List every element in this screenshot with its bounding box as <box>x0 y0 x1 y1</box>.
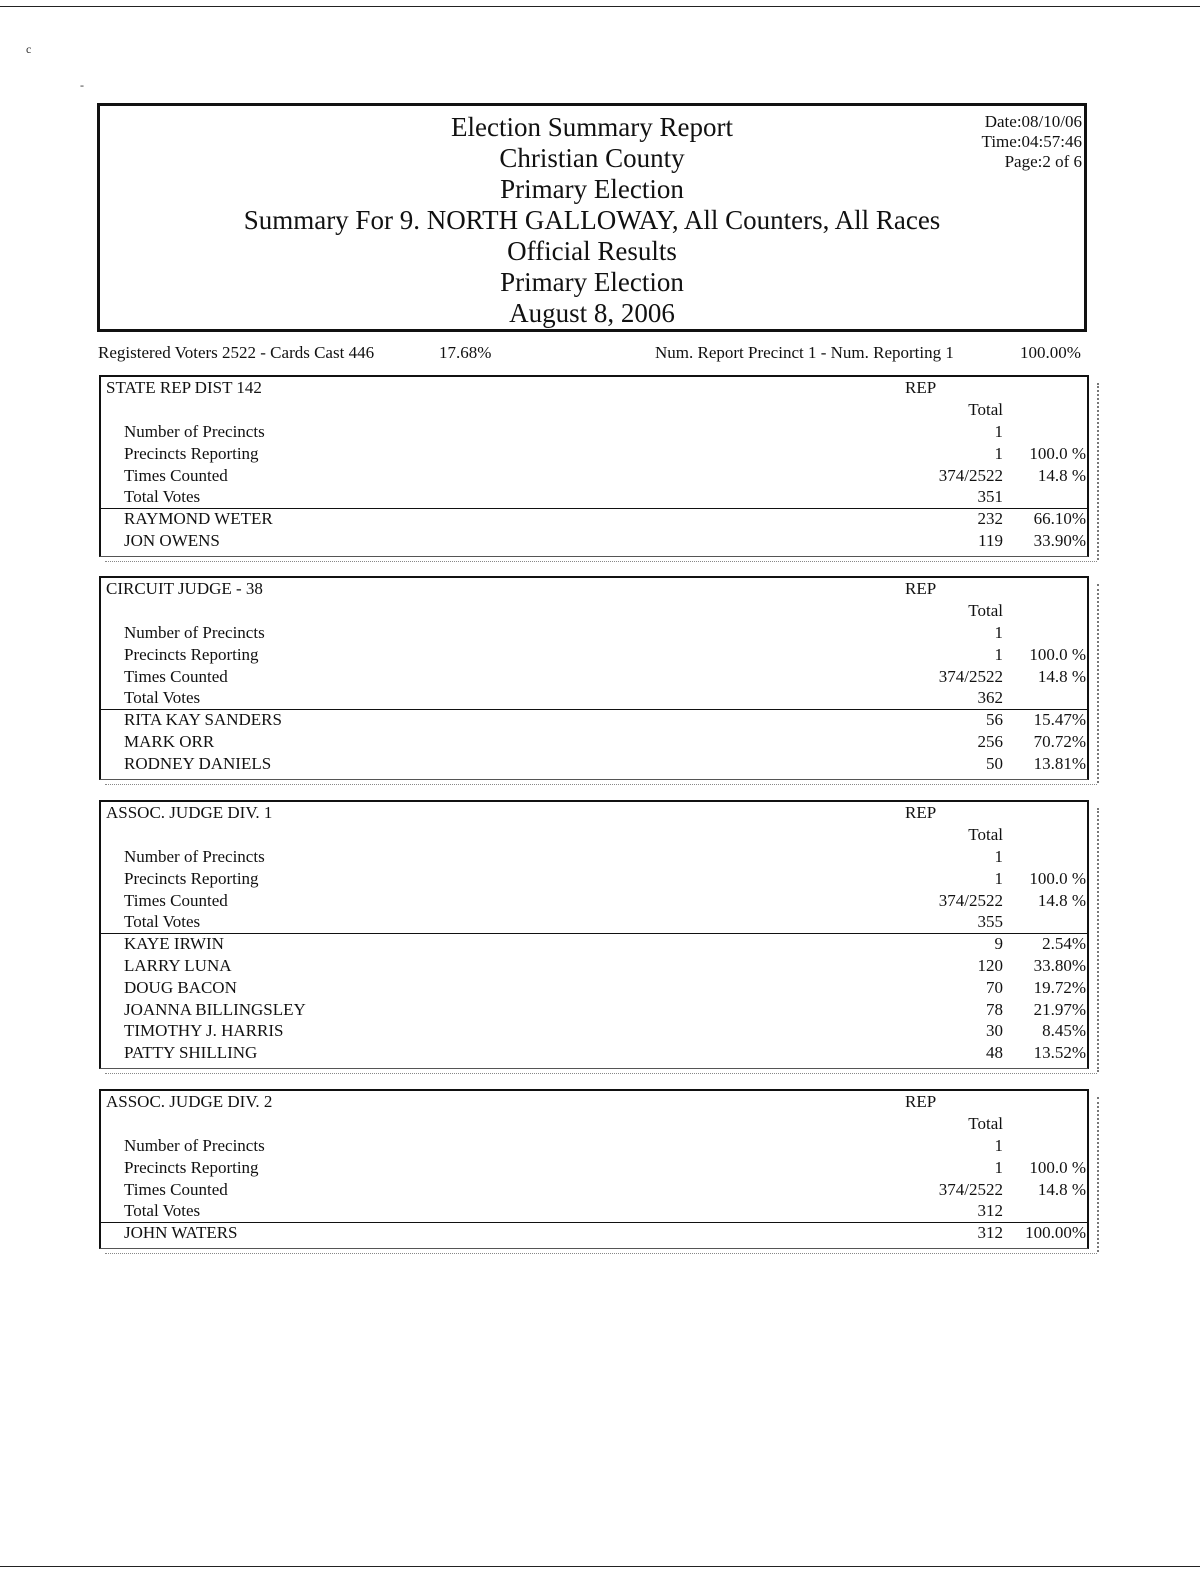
stat-value: 374/2522 <box>938 891 1003 910</box>
report-date: Date:08/10/06 <box>984 112 1082 131</box>
candidate-votes: 30 <box>986 1021 1003 1040</box>
stat-row <box>101 1135 1087 1157</box>
header-line: August 8, 2006 <box>509 298 675 328</box>
header-line: Christian County <box>499 143 685 173</box>
scan-edge-right <box>1097 1097 1099 1252</box>
stat-row <box>101 868 1087 890</box>
stat-percent: 14.8 % <box>1037 667 1086 686</box>
candidate-row <box>101 1042 1087 1064</box>
stat-percent: 100.0 % <box>1029 869 1086 888</box>
total-column-header: Total <box>968 1114 1003 1133</box>
stat-percent: 100.0 % <box>1029 444 1086 463</box>
candidate-percent: 70.72% <box>1033 732 1086 751</box>
total-column-header: Total <box>968 825 1003 844</box>
stat-row <box>101 846 1087 868</box>
stat-value: 1 <box>994 1158 1003 1177</box>
stat-value: 1 <box>994 869 1003 888</box>
stat-value: 1 <box>994 645 1003 664</box>
race-section <box>99 576 1089 780</box>
header-line: Summary For 9. NORTH GALLOWAY, All Counters, All Races <box>243 205 941 235</box>
candidate-name: KAYE IRWIN <box>124 934 224 953</box>
candidate-name: JON OWENS <box>124 531 220 550</box>
race-section <box>99 375 1089 557</box>
header-meta <box>982 112 1082 172</box>
candidate-name: LARRY LUNA <box>124 956 232 975</box>
candidate-name: JOANNA BILLINGSLEY <box>124 1000 306 1019</box>
bottom-scan-edge <box>0 1566 1200 1567</box>
stat-label: Times Counted <box>124 466 228 485</box>
stat-label: Number of Precincts <box>124 1136 265 1155</box>
scan-edge-right <box>1097 808 1099 1072</box>
stat-row <box>101 622 1087 644</box>
turnout-summary <box>98 343 1092 367</box>
precincts-reporting: Num. Report Precinct 1 - Num. Reporting 1 <box>655 343 954 362</box>
candidate-row <box>101 933 1087 955</box>
stat-percent: 14.8 % <box>1037 1180 1086 1199</box>
stat-label: Number of Precincts <box>124 422 265 441</box>
header-line: Election Summary Report <box>451 112 733 142</box>
candidate-votes: 70 <box>986 978 1003 997</box>
candidate-votes: 312 <box>977 1223 1003 1242</box>
page-number: Page:2 of 6 <box>1004 152 1082 171</box>
stat-row <box>101 465 1087 487</box>
scan-edge-right <box>1097 383 1099 560</box>
candidate-row <box>101 1020 1087 1042</box>
candidate-name: RITA KAY SANDERS <box>124 710 282 729</box>
report-time: Time:04:57:46 <box>981 132 1082 151</box>
candidate-votes: 120 <box>977 956 1003 975</box>
report-header <box>97 103 1087 332</box>
candidate-row <box>101 999 1087 1021</box>
candidate-row <box>101 508 1087 530</box>
race-title: STATE REP DIST 142 <box>106 378 262 397</box>
candidate-name: DOUG BACON <box>124 978 237 997</box>
candidate-name: PATTY SHILLING <box>124 1043 258 1062</box>
scan-edge-bottom <box>105 1073 1097 1074</box>
stat-row <box>101 1157 1087 1179</box>
stat-label: Total Votes <box>124 912 201 931</box>
stat-row <box>101 486 1087 508</box>
race-title: ASSOC. JUDGE DIV. 2 <box>106 1092 273 1111</box>
race-title: ASSOC. JUDGE DIV. 1 <box>106 803 273 822</box>
total-column-header: Total <box>968 400 1003 419</box>
party-label: REP <box>905 803 937 822</box>
stat-label: Times Counted <box>124 891 228 910</box>
candidate-votes: 232 <box>977 509 1003 528</box>
header-title-block <box>100 112 1084 329</box>
candidate-percent: 2.54% <box>1042 934 1086 953</box>
candidate-votes: 78 <box>986 1000 1003 1019</box>
candidate-percent: 66.10% <box>1033 509 1086 528</box>
stat-label: Total Votes <box>124 688 201 707</box>
candidate-percent: 19.72% <box>1033 978 1086 997</box>
party-label: REP <box>905 1092 937 1111</box>
stat-value: 1 <box>994 847 1003 866</box>
scan-edge-bottom <box>105 561 1097 562</box>
candidate-row <box>101 753 1087 775</box>
race-title: CIRCUIT JUDGE - 38 <box>106 579 263 598</box>
candidate-votes: 9 <box>994 934 1003 953</box>
stat-value: 1 <box>994 444 1003 463</box>
race-section <box>99 1089 1089 1249</box>
header-line: Official Results <box>507 236 677 266</box>
reporting-percent: 100.00% <box>1020 343 1081 362</box>
candidate-row <box>101 955 1087 977</box>
candidate-percent: 15.47% <box>1033 710 1086 729</box>
candidate-votes: 48 <box>986 1043 1003 1062</box>
candidate-percent: 33.90% <box>1033 531 1086 550</box>
race-section <box>99 800 1089 1069</box>
stat-row <box>101 1179 1087 1201</box>
stat-value: 1 <box>994 1136 1003 1155</box>
candidate-row <box>101 530 1087 552</box>
registered-voters: Registered Voters 2522 - Cards Cast 446 <box>98 343 375 362</box>
candidate-percent: 21.97% <box>1033 1000 1086 1019</box>
candidate-votes: 56 <box>986 710 1003 729</box>
candidate-name: RAYMOND WETER <box>124 509 273 528</box>
candidate-percent: 8.45% <box>1042 1021 1086 1040</box>
stat-row <box>101 1200 1087 1222</box>
candidate-row <box>101 977 1087 999</box>
party-label: REP <box>905 579 937 598</box>
candidate-name: TIMOTHY J. HARRIS <box>124 1021 284 1040</box>
candidate-votes: 256 <box>977 732 1003 751</box>
stat-value: 312 <box>977 1201 1003 1220</box>
candidate-row <box>101 1222 1087 1244</box>
candidate-percent: 100.00% <box>1025 1223 1086 1242</box>
stat-percent: 14.8 % <box>1037 466 1086 485</box>
scan-speck: c <box>26 42 32 56</box>
stat-row <box>101 443 1087 465</box>
stat-value: 355 <box>977 912 1003 931</box>
stat-percent: 100.0 % <box>1029 645 1086 664</box>
stat-label: Number of Precincts <box>124 623 265 642</box>
candidate-name: RODNEY DANIELS <box>124 754 272 773</box>
stat-value: 1 <box>994 623 1003 642</box>
stat-percent: 100.0 % <box>1029 1158 1086 1177</box>
candidate-percent: 33.80% <box>1033 956 1086 975</box>
stat-row <box>101 890 1087 912</box>
stat-label: Precincts Reporting <box>124 444 259 463</box>
candidate-percent: 13.81% <box>1033 754 1086 773</box>
scan-edge-bottom <box>105 784 1097 785</box>
candidate-row <box>101 731 1087 753</box>
stat-label: Precincts Reporting <box>124 1158 259 1177</box>
candidate-row <box>101 709 1087 731</box>
candidate-votes: 50 <box>986 754 1003 773</box>
stat-row <box>101 666 1087 688</box>
stat-value: 374/2522 <box>938 466 1003 485</box>
turnout-percent: 17.68% <box>439 343 492 362</box>
stat-percent: 14.8 % <box>1037 891 1086 910</box>
stat-row <box>101 421 1087 443</box>
stat-label: Precincts Reporting <box>124 869 259 888</box>
stat-value: 374/2522 <box>938 667 1003 686</box>
stat-value: 362 <box>977 688 1003 707</box>
stat-value: 374/2522 <box>938 1180 1003 1199</box>
header-line: Primary Election <box>500 267 684 297</box>
header-line: Primary Election <box>500 174 684 204</box>
stat-row <box>101 911 1087 933</box>
stat-label: Total Votes <box>124 1201 201 1220</box>
candidate-percent: 13.52% <box>1033 1043 1086 1062</box>
stat-label: Times Counted <box>124 667 228 686</box>
total-column-header: Total <box>968 601 1003 620</box>
stat-label: Times Counted <box>124 1180 228 1199</box>
stat-value: 1 <box>994 422 1003 441</box>
top-scan-edge <box>0 6 1200 7</box>
candidate-votes: 119 <box>978 531 1003 550</box>
stat-label: Number of Precincts <box>124 847 265 866</box>
party-label: REP <box>905 378 937 397</box>
scan-edge-right <box>1097 584 1099 783</box>
stat-row <box>101 687 1087 709</box>
stat-label: Precincts Reporting <box>124 645 259 664</box>
stat-row <box>101 644 1087 666</box>
scan-speck: - <box>80 78 84 92</box>
candidate-name: JOHN WATERS <box>124 1223 238 1242</box>
stat-label: Total Votes <box>124 487 201 506</box>
scan-edge-bottom <box>105 1253 1097 1254</box>
stat-value: 351 <box>977 487 1003 506</box>
candidate-name: MARK ORR <box>124 732 215 751</box>
